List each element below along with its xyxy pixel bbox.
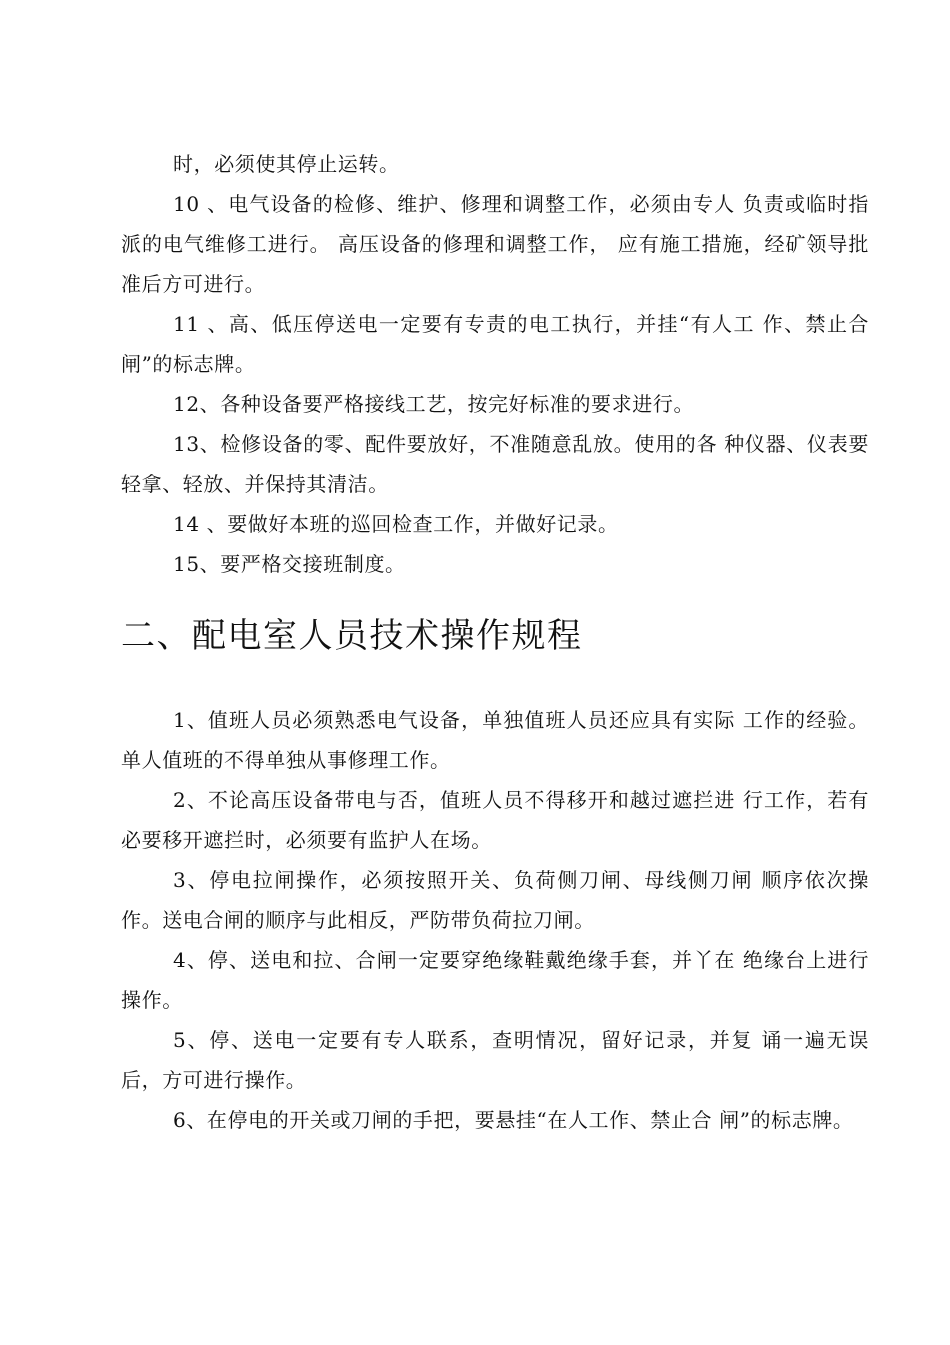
regulations-section-2 — [121, 700, 869, 1140]
paragraph-item-15: 15、要严格交接班制度。 — [173, 552, 406, 576]
paragraph-item-14: 14 、要做好本班的巡回检查工作，并做好记录。 — [173, 512, 619, 536]
section-heading: 二、配电室人员技术操作规程 — [121, 616, 583, 656]
paragraph-continuation: 时，必须使其停止运转。 — [173, 152, 400, 176]
paragraph-item-4: 4、停、送电和拉、合闸一定要穿绝缘鞋戴绝缘手套，并丫在 绝缘台上进行操作。 — [121, 948, 869, 1012]
regulations-section-1 — [121, 144, 869, 584]
paragraph-item-6: 6、在停电的开关或刀闸的手把，要悬挂“在人工作、禁止合 闸”的标志牌。 — [173, 1108, 854, 1132]
paragraph-item-11: 11 、高、低压停送电一定要有专责的电工执行，并挂“有人工 作、禁止合闸”的标志牌。 — [121, 312, 869, 376]
paragraph-item-13: 13、检修设备的零、配件要放好，不准随意乱放。使用的各 种仪器、仪表要轻拿、轻放、并保持其清洁。 — [121, 432, 869, 496]
paragraph-item-1: 1、值班人员必须熟悉电气设备，单独值班人员还应具有实际 工作的经验。单人值班的不得单独从事修理工作。 — [121, 708, 869, 772]
paragraph-item-12: 12、各种设备要严格接线工艺，按完好标准的要求进行。 — [173, 392, 695, 416]
paragraph-item-3: 3、停电拉闸操作，必须按照开关、负荷侧刀闸、母线侧刀闸 顺序依次操作。送电合闸的顺序与此相反，严防带负荷拉刀闸。 — [121, 868, 869, 932]
paragraph-item-5: 5、停、送电一定要有专人联系，查明情况，留好记录，并复 诵一遍无误后，方可进行操作。 — [121, 1028, 869, 1092]
paragraph-item-10: 10 、电气设备的检修、维护、修理和调整工作，必须由专人 负责或临时指派的电气维修工进行。 高压设备的修理和调整工作， 应有施工措施，经矿领导批准后方可进行。 — [121, 192, 869, 296]
paragraph-item-2: 2、不论高压设备带电与否，值班人员不得移开和越过遮拦进 行工作，若有必要移开遮拦时，必须要有监护人在场。 — [121, 788, 869, 852]
